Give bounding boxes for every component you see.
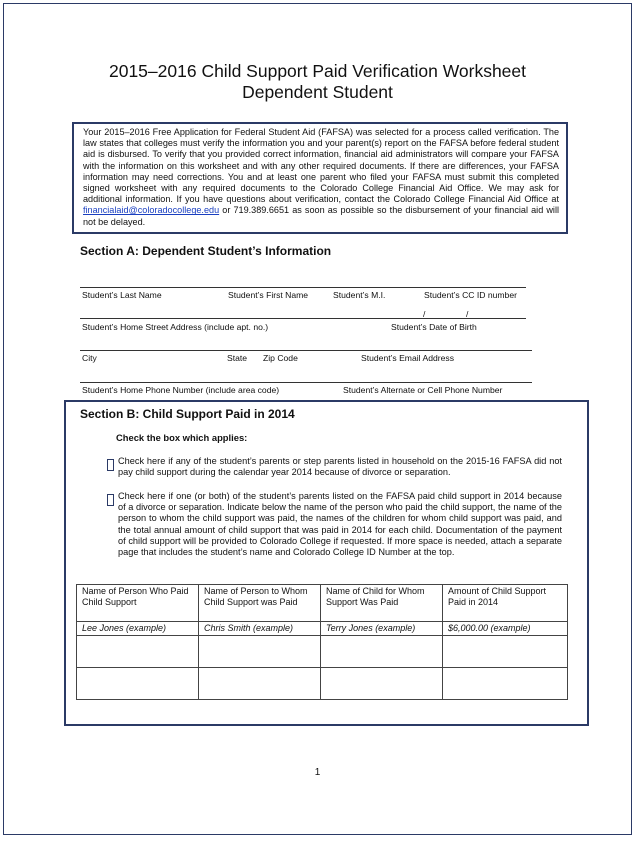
child-cell[interactable]	[321, 668, 443, 700]
intro-text: Your 2015–2016 Free Application for Federal Student Aid (FAFSA) was selected for a process called verification. The law states that colleges must verify the information you and your parent(s) report on the FAFSA before federal student aid is disbursed. To verify that you provided correct information, financial aid administrators will compare your FAFSA with the information on this worksheet and with any other required documents. If there are differences, your FAFSA information may need corrections. You and at least one parent who filed your FAFSA must submit this completed signed worksheet with any required documents to the Colorado College Financial Aid Office. We may ask for additional information. If you have questions about verification, contact the Colorado College Financial Aid Office at	[83, 127, 559, 205]
table-row-example	[77, 622, 568, 636]
col-header-recipient: Name of Person to Whom Child Support was Paid	[199, 585, 321, 622]
street-address-label: Student’s Home Street Address (include apt. no.)	[82, 322, 269, 332]
worksheet-page	[3, 3, 632, 835]
email-address-label: Student’s Email Address	[361, 353, 454, 363]
example-recipient: Chris Smith (example)	[199, 622, 321, 636]
page-number: 1	[314, 767, 321, 778]
child-support-table	[76, 584, 568, 700]
last-name-label: Student’s Last Name	[82, 290, 162, 300]
title-line-2: Dependent Student	[242, 82, 393, 102]
payer-cell[interactable]	[77, 636, 199, 668]
address-fields-line[interactable]	[80, 318, 526, 319]
home-phone-label: Student’s Home Phone Number (include area code)	[82, 385, 280, 395]
zip-code-label: Zip Code	[263, 353, 298, 363]
recipient-cell[interactable]	[199, 668, 321, 700]
city-label: City	[82, 353, 97, 363]
phone-fields-line[interactable]	[80, 382, 532, 383]
section-a-title: Section A: Dependent Student’s Information	[80, 244, 332, 258]
table-row	[77, 636, 568, 668]
alt-phone-label: Student’s Alternate or Cell Phone Number	[343, 385, 503, 395]
amount-cell[interactable]	[443, 668, 568, 700]
example-amount: $6,000.00 (example)	[443, 622, 568, 636]
dob-slash-2: /	[466, 309, 469, 319]
cc-id-label: Student’s CC ID number	[424, 290, 517, 300]
table-row	[77, 668, 568, 700]
intro-text-end: or 719.389.6651 as soon as possible so the disbursement of your financial aid will not be delayed.	[83, 205, 559, 227]
table-header-row	[77, 585, 568, 622]
amount-cell[interactable]	[443, 636, 568, 668]
payer-cell[interactable]	[77, 668, 199, 700]
financial-aid-email-link[interactable]: financialaid@coloradocollege.edu	[83, 205, 220, 216]
child-cell[interactable]	[321, 636, 443, 668]
mi-label: Student’s M.I.	[333, 290, 386, 300]
col-header-payer: Name of Person Who Paid Child Support	[77, 585, 199, 622]
section-b-title: Section B: Child Support Paid in 2014	[80, 407, 295, 421]
example-payer: Lee Jones (example)	[77, 622, 199, 636]
dob-slash-1: /	[423, 309, 426, 319]
check-box-instruction: Check the box which applies:	[116, 432, 248, 443]
state-label: State	[227, 353, 248, 363]
col-header-amount: Amount of Child Support Paid in 2014	[443, 585, 568, 622]
name-fields-line[interactable]	[80, 287, 526, 288]
title-line-1: 2015–2016 Child Support Paid Verification Worksheet	[108, 61, 527, 81]
paid-child-support-checkbox[interactable]	[107, 494, 114, 506]
paid-child-support-text: Check here if one (or both) of the student’s parents listed on the FAFSA paid child support in 2014 because of a divorce or separation. Indicate below the name of the person who paid the child support, the name of the person to whom the child support was paid, the names of the children for whom child support was paid, and the total annual amount of child support that was paid in 2014 for each child. Documentation of the payment of child support will be provided to Colorado College if requested. If more space is needed, attach a separate page that includes the student’s name and Colorado College ID Number at the top.	[118, 491, 562, 558]
date-of-birth-label: Student’s Date of Birth	[391, 322, 477, 332]
no-child-support-text: Check here if any of the student’s parents or step parents listed in household on the 2015-16 FAFSA did not pay child support during the calendar year 2014 because of divorce or separation.	[118, 456, 562, 478]
no-child-support-checkbox[interactable]	[107, 459, 114, 471]
intro-notice-box	[72, 122, 568, 234]
recipient-cell[interactable]	[199, 636, 321, 668]
first-name-label: Student’s First Name	[228, 290, 309, 300]
example-child: Terry Jones (example)	[321, 622, 443, 636]
document-title	[4, 61, 631, 103]
col-header-child: Name of Child for Whom Support Was Paid	[321, 585, 443, 622]
city-fields-line[interactable]	[80, 350, 532, 351]
